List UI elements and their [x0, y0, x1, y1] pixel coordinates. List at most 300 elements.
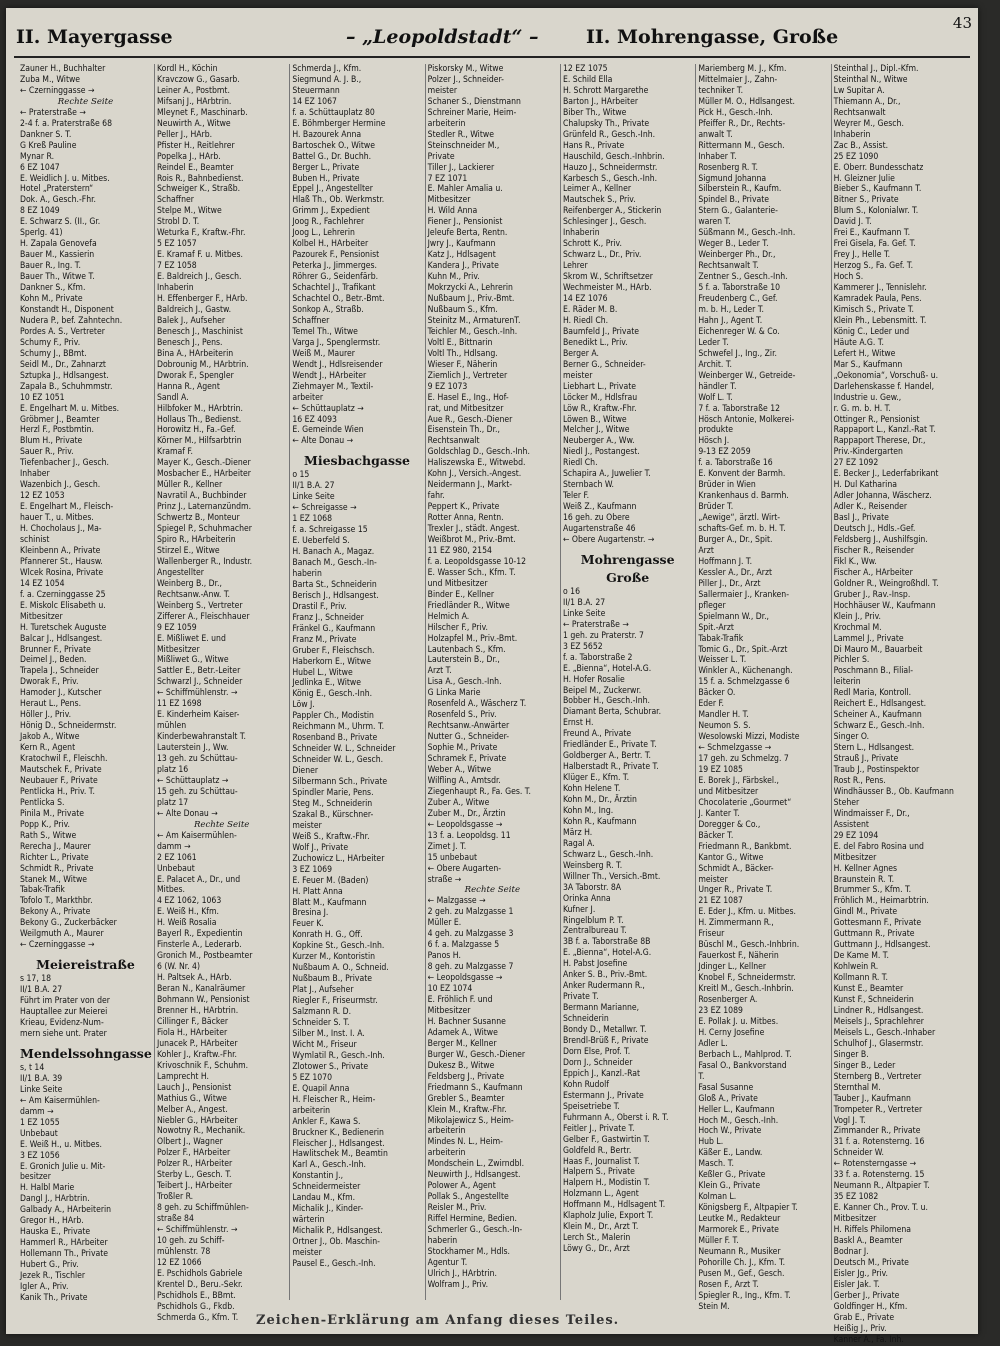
- entry-line: H. Bachner Susanne: [427, 1016, 506, 1027]
- entry-line: 27 EZ 1092: [833, 458, 879, 469]
- entry-line: Rois R., Bahnbedienst.: [157, 173, 244, 184]
- entry-line: 3A Taborstr. 8A: [562, 882, 622, 893]
- entry-line: Ortner J., Ob. Maschin-: [292, 1237, 380, 1248]
- entry-line: Pausel E., Gesch.-Inh.: [292, 1258, 376, 1269]
- entry-line: II/1 B.A. 27: [292, 481, 335, 492]
- entry-line: E. Schwarz S. (II., Gr.: [20, 217, 101, 228]
- entry-line: E. Engelhart M. u. Mitbes.: [20, 403, 120, 414]
- entry-line: Klein M., Kraftw.-Fhr.: [427, 1104, 507, 1115]
- entry-line: 10 EZ 1051: [20, 392, 65, 403]
- entry-line: Kopkine St., Gesch.-Inh.: [292, 941, 385, 952]
- entry-line: Wendt J., Hdlsreisender: [292, 359, 383, 370]
- entry-line: 21 EZ 1087: [698, 896, 743, 907]
- entry-line: Kleinbenn A., Private: [20, 545, 101, 556]
- entry-line: Mindes N. L., Heim-: [427, 1137, 503, 1148]
- entry-line: David J. T.: [833, 217, 872, 228]
- entry-line: Pordes A. S., Vertreter: [20, 326, 105, 337]
- entry-line: Schneiderin: [562, 1014, 609, 1025]
- entry-line: Inhaberin: [157, 283, 194, 294]
- entry-line: Schwarz L., Gesch.-Inh.: [562, 849, 654, 860]
- entry-line: Löwy G., Dr., Arzt: [562, 1244, 630, 1255]
- entry-line: Hönig D., Schneidermstr.: [20, 721, 117, 732]
- entry-line: s 17, 18: [20, 974, 52, 985]
- entry-line: Wendt J., HArbeiter: [292, 370, 367, 381]
- entry-line: Spindler Marie, Pens.: [292, 788, 374, 798]
- entry-line: Krentel D., Beru.-Sekr.: [157, 1279, 243, 1290]
- entry-line: Bondy D., Metallwr. T.: [562, 1025, 647, 1036]
- entry-line: Schmidt R., Private: [20, 863, 94, 874]
- entry-line: G Linka Marie: [427, 688, 481, 699]
- entry-line: Fleischer J., Hdlsangest.: [292, 1138, 385, 1149]
- entry-line: Deutsch M., Private: [833, 1257, 909, 1268]
- entry-line: Gindl M., Private: [833, 907, 898, 918]
- entry-line: Grünfeld R., Gesch.-Inh.: [562, 129, 656, 140]
- entry-line: Weturka F., Kraftw.-Fhr.: [157, 228, 246, 239]
- entry-line: Pfannerer St., Hausw.: [20, 556, 103, 567]
- header-right-street: II. Mohrengasse, Große: [586, 26, 839, 48]
- entry-line: Chalupsky Th., Private: [562, 118, 650, 129]
- entry-line: E. „Bienna“, Hotel-A.G.: [562, 948, 652, 959]
- side-heading: Rechte Seite: [193, 819, 250, 830]
- entry-line: m. b. H., Leder T.: [698, 304, 764, 315]
- entry-line: Bohmann W., Pensionist: [157, 995, 250, 1006]
- entry-line: 7 f. a. Taborstraße 12: [698, 403, 781, 414]
- entry-line: Stanek M., Witwe: [20, 874, 88, 885]
- entry-line: E. Kanner Ch., Prov. T. u.: [833, 1203, 928, 1214]
- entry-line: Fröhlich M., Heimarbtrin.: [833, 896, 929, 907]
- entry-line: Löcker M., Hdlsfrau: [562, 392, 638, 403]
- entry-line: Bauer R., Ing. T.: [20, 261, 81, 272]
- entry-line: Franz J., Schneider: [292, 612, 364, 623]
- entry-line: Sternberg B., Vertreter: [833, 1071, 922, 1082]
- entry-line: Mikolajewicz S., Heim-: [427, 1115, 514, 1126]
- entry-line: 3 EZ 1056: [20, 1150, 60, 1161]
- entry-line: Kolman L.: [698, 1192, 737, 1203]
- entry-line: Zuchowicz L., HArbeiter: [292, 853, 385, 864]
- entry-line: Neuwirth A., Witwe: [157, 118, 231, 129]
- entry-line: r. G. m. b. H. T.: [833, 403, 891, 414]
- entry-line: Fuhrmann A., Oberst i. R. T.: [562, 1112, 669, 1123]
- entry-line: Röhrer G., Seidenfärb.: [292, 272, 379, 283]
- entry-line: Weinberg B., Dr.,: [157, 578, 222, 589]
- entry-line: Tabak-Trafik: [698, 633, 744, 644]
- entry-line: Krieau, Evidenz-Num-: [20, 1018, 104, 1029]
- entry-line: Adler K., Reisender: [833, 502, 908, 513]
- entry-line: Zifferer A., Fleischhauer: [157, 611, 250, 622]
- entry-line: Kratochwil F., Fleischh.: [20, 754, 108, 765]
- entry-line: Käßer E., Landw.: [698, 1148, 763, 1159]
- page-number: 43: [952, 14, 972, 32]
- entry-line: händler T.: [698, 381, 737, 392]
- page-header: [6, 14, 978, 54]
- entry-line: Wechmeister M., HArb.: [562, 283, 652, 294]
- entry-line: Führt im Prater von der: [20, 996, 110, 1007]
- entry-line: 19 EZ 1085: [698, 765, 743, 775]
- entry-line: Krivoschnik F., Schuhm.: [157, 1060, 249, 1071]
- entry-line: Spielmann W., Dr.,: [698, 611, 769, 622]
- entry-line: Frei E., Kaufmann T.: [833, 228, 911, 239]
- header-district: – „Leopoldstadt“ –: [346, 26, 539, 48]
- entry-line: Gelber F., Gastwirtin T.: [562, 1134, 650, 1145]
- entry-line: Feldsberg J., Aushilfsgin.: [833, 534, 928, 545]
- entry-line: Helmich A.: [427, 611, 470, 622]
- entry-line: Teichler M., Gesch.-Inh.: [427, 326, 518, 337]
- entry-line: Wieser F., Näherin: [427, 359, 498, 370]
- entry-line: H. Chocholaus J., Ma-: [20, 524, 102, 535]
- entry-line: Nußbaum S., Kfm.: [427, 304, 498, 315]
- entry-line: Rosenfeld S., Priv.: [427, 710, 497, 721]
- entry-line: Weißbrot M., Priv.-Bmt.: [427, 534, 516, 545]
- entry-line: Mitbesitzer: [157, 644, 200, 655]
- entry-line: Pusen M., Gef., Gesch.: [698, 1268, 785, 1279]
- entry-line: 1 EZ 1068: [292, 514, 333, 525]
- entry-line: Fasal Susanne: [698, 1082, 754, 1093]
- entry-line: Bobber H., Gesch.-Inh.: [562, 696, 650, 707]
- entry-line: Neumon S. S.: [698, 721, 751, 732]
- column-7: [833, 64, 966, 1345]
- entry-line: Hawlitschek M., Beamtin: [292, 1149, 388, 1160]
- entry-line: Kohn Helene T.: [562, 784, 621, 795]
- entry-line: Pentlicka H., Priv. T.: [20, 786, 95, 797]
- entry-line: Mitbes.: [157, 885, 186, 896]
- entry-line: Jeleufe Berta, Rentn.: [427, 228, 508, 239]
- entry-line: Drastil F., Priv.: [292, 601, 347, 612]
- entry-line: Jdinger L., Kellner: [698, 962, 767, 973]
- entry-line: II/1 B.A. 39: [20, 1073, 63, 1084]
- entry-line: Sauer R., Priv.: [20, 447, 74, 458]
- entry-line: Halberstadt R., Private T.: [562, 762, 659, 773]
- entry-line: Inhaber: [20, 469, 50, 480]
- entry-line: H. Fleischer R., Heim-: [292, 1094, 376, 1105]
- entry-line: Piller J., Dr., Arzt: [698, 578, 761, 589]
- entry-line: Meisels L., Gesch.-Inhaber: [833, 1027, 936, 1038]
- entry-line: 11 EZ 980, 2154: [427, 545, 492, 556]
- entry-line: 9 EZ 1073: [427, 381, 468, 392]
- entry-line: Halpern S., Private: [562, 1167, 635, 1178]
- entry-line: Müller F. T.: [698, 1235, 739, 1246]
- entry-line: Grimm J., Expedient: [292, 206, 370, 217]
- entry-line: Löw J.: [292, 700, 315, 711]
- entry-line: Fränkel G., Kaufmann: [292, 623, 376, 634]
- entry-line: platz 17: [157, 797, 189, 808]
- entry-line: Feitler J., Private T.: [562, 1123, 635, 1134]
- entry-line: Prinz J., Laternanzündm.: [157, 502, 252, 513]
- entry-line: Ziegenhaupt R., Fa. Ges. T.: [427, 786, 531, 797]
- entry-line: Singer B., Leder: [833, 1060, 896, 1071]
- entry-line: Fischer R., Reisender: [833, 545, 915, 556]
- entry-line: Wesolowski Mizzi, Modiste: [698, 732, 800, 743]
- entry-line: Sandl A.: [157, 392, 189, 403]
- entry-line: ← Praterstraße →: [20, 107, 86, 118]
- entry-line: 10 geh. zu Schiff-: [157, 1235, 225, 1246]
- entry-line: Steinthal J., Dipl.-Kfm.: [833, 64, 919, 74]
- entry-line: f. a. Schreigasse 15: [292, 525, 368, 536]
- entry-line: Trompeter R., Vertreter: [833, 1104, 923, 1115]
- entry-line: Junacek P., HArbeiter: [157, 1038, 238, 1049]
- entry-line: Gronich M., Postbeamter: [157, 951, 253, 962]
- entry-line: Steher: [833, 797, 860, 808]
- entry-line: 7 EZ 1071: [427, 173, 468, 184]
- entry-line: Friedmann R., Bankbmt.: [698, 841, 792, 852]
- entry-line: Dworak F., Spengler: [157, 370, 234, 381]
- entry-line: Hösch J.: [698, 436, 730, 447]
- entry-line: 15 geh. zu Schüttau-: [157, 786, 238, 797]
- entry-line: Hanna R., Agent: [157, 381, 220, 392]
- entry-line: Kern R., Agent: [20, 743, 76, 754]
- entry-line: H. Platt Anna: [292, 886, 343, 897]
- entry-line: E. Engelhart M., Fleisch-: [20, 502, 114, 513]
- entry-line: Tabak-Trafik: [20, 885, 65, 896]
- entry-line: Priv.-Kindergarten: [833, 447, 903, 458]
- entry-line: Neidermann J., Markt-: [427, 480, 513, 491]
- entry-line: waren T.: [698, 217, 731, 228]
- entry-line: Wolf J., Private: [292, 842, 349, 853]
- entry-line: Polzer R., HArbeiter: [157, 1159, 233, 1170]
- entry-line: Bresina J.: [292, 908, 329, 919]
- entry-line: und Mitbesitzer: [698, 786, 759, 797]
- entry-line: Steinschneider M.,: [427, 140, 500, 151]
- entry-line: Dukesz B., Witwe: [427, 1060, 495, 1071]
- entry-line: Galbady A., HArbeiterin: [20, 1205, 112, 1216]
- entry-line: ← Obere Augarten-: [427, 863, 502, 874]
- entry-line: Dorn J., Schneider: [562, 1057, 633, 1068]
- entry-line: Kimisch S., Private T.: [833, 304, 914, 315]
- entry-line: Hlaß Th., Ob. Werkmstr.: [292, 195, 385, 206]
- entry-line: Schneider W. L., Schneider: [292, 744, 396, 755]
- entry-line: Zapala B., Schuhmmstr.: [20, 381, 113, 392]
- entry-line: Schmerda J., Kfm.: [292, 64, 362, 74]
- entry-line: Rittermann M., Gesch.: [698, 140, 785, 151]
- entry-line: Schmerda G., Kfm. T.: [157, 1312, 239, 1323]
- entry-line: E. „Bienna“, Hotel-A.G.: [562, 663, 652, 674]
- entry-line: Niebler G., HArbeiter: [157, 1115, 238, 1126]
- entry-line: Kurzer M., Kontoristin: [292, 952, 375, 963]
- entry-line: Reichmann M., Uhrm. T.: [292, 722, 385, 733]
- entry-line: Eppel J., Angestellter: [292, 184, 373, 195]
- entry-line: damm →: [157, 841, 191, 852]
- entry-line: Wilfling A., Amtsdr.: [427, 775, 501, 786]
- entry-line: Hilbfoker M., HArbtrin.: [157, 403, 243, 414]
- entry-line: Brunner F., Private: [20, 644, 91, 655]
- entry-line: Michalik P., Hdlsangest.: [292, 1226, 383, 1237]
- entry-line: Schramek F., Private: [427, 754, 507, 765]
- entry-line: Private T.: [562, 992, 599, 1003]
- entry-line: Silbermann Sch., Private: [292, 777, 388, 788]
- entry-line: E. Weiß H., Kfm.: [157, 907, 219, 918]
- entry-line: Kunst E., Beamter: [833, 984, 904, 995]
- entry-line: und Mitbesitzer: [427, 578, 488, 589]
- entry-line: Olbert J., Wagner: [157, 1137, 223, 1148]
- entry-line: Kohn Rudolf: [562, 1079, 610, 1090]
- entry-line: Temel Th., Witwe: [292, 326, 358, 337]
- entry-line: H. Banach A., Magaz.: [292, 547, 375, 558]
- entry-line: Ulrich J., HArbtrin.: [427, 1268, 497, 1279]
- entry-line: schinist: [20, 534, 50, 545]
- entry-line: Dworak F., Priv.: [20, 677, 79, 688]
- entry-line: Diamant Berta, Schubrar.: [562, 707, 662, 718]
- entry-line: f. a. Schüttauplatz 80: [292, 107, 375, 118]
- entry-line: Igler A., Priv.: [20, 1281, 69, 1292]
- entry-line: Basl J., Private: [833, 513, 889, 524]
- entry-line: „Oekonomia“, Vorschuß- u.: [833, 370, 939, 381]
- entry-line: Inhaber T.: [698, 151, 737, 162]
- entry-line: Mosbacher E., HArbeiter: [157, 469, 251, 480]
- entry-line: E. del Fabro Rosina und: [833, 841, 924, 852]
- entry-line: Dangl J., HArbtrin.: [20, 1194, 90, 1205]
- entry-line: Lindner R., Hdlsangest.: [833, 1005, 924, 1016]
- entry-line: Knobel F., Schneidermstr.: [698, 973, 796, 984]
- entry-line: Navratil A., Buchbinder: [157, 491, 247, 502]
- street-heading: Miesbachgasse: [304, 453, 410, 469]
- entry-line: leiterin: [833, 677, 861, 688]
- entry-line: fahr.: [427, 491, 445, 502]
- entry-line: 5 EZ 1057: [157, 239, 197, 250]
- entry-line: 9-13 EZ 2059: [698, 447, 751, 458]
- entry-line: Zuber A., Witwe: [427, 797, 490, 808]
- entry-line: 17 geh. zu Schmelzg. 7: [698, 754, 789, 765]
- entry-line: Weinsberg R. T.: [562, 860, 623, 871]
- entry-line: Steg M., Schneiderin: [292, 798, 373, 809]
- entry-line: ← Schiffmühlenstr. →: [157, 688, 238, 699]
- entry-line: Stockhamer M., Hdls.: [427, 1246, 511, 1257]
- entry-line: Niedl J., Postangest.: [562, 447, 640, 458]
- entry-line: wärterin: [292, 1215, 325, 1226]
- entry-line: Bermann Marianne,: [562, 1003, 640, 1014]
- entry-line: Brendl-Brüß F., Private: [562, 1036, 649, 1047]
- entry-line: E. Baldreich J., Gesch.: [157, 272, 242, 283]
- entry-line: Weiß M., Maurer: [292, 348, 355, 359]
- entry-line: Rechtsanwalt: [833, 107, 886, 118]
- entry-line: H. Schrott Margarethe: [562, 85, 649, 96]
- entry-line: Bieber S., Kaufmann T.: [833, 184, 922, 195]
- column-1: [20, 64, 155, 1303]
- entry-line: Bruckner K., Bedienerin: [292, 1127, 384, 1138]
- entry-line: Riffel Hermine, Bedien.: [427, 1214, 517, 1225]
- entry-line: H. Gleizner Julie: [833, 173, 895, 184]
- entry-line: damm →: [20, 1106, 54, 1117]
- entry-line: Bayerl R., Expedientin: [157, 929, 243, 940]
- entry-line: Freund A., Private: [562, 729, 632, 740]
- entry-line: 2 EZ 1061: [157, 852, 197, 863]
- entry-line: Guttmann J., Hdlsangest.: [833, 940, 931, 951]
- entry-line: Sterby L., Gesch. T.: [157, 1170, 232, 1181]
- entry-line: Mayer K., Gesch.-Diener: [157, 458, 251, 469]
- entry-line: Lw Supitar A.: [833, 85, 885, 96]
- entry-line: Eichenreger W. & Co.: [698, 326, 780, 337]
- entry-line: Mitbesitzer: [427, 195, 471, 206]
- entry-line: H. Pabst Josefine: [562, 959, 628, 970]
- side-heading: Rechte Seite: [464, 885, 521, 896]
- entry-line: Bauer Th., Witwe T.: [20, 272, 95, 283]
- entry-line: 25 EZ 1090: [833, 151, 879, 162]
- entry-line: H. Wild Anna: [427, 206, 478, 217]
- entry-line: Nudera P., bef. Zahntechn.: [20, 315, 123, 326]
- entry-line: Schachtel J., Trafikant: [292, 283, 376, 294]
- entry-line: Arzt: [698, 545, 714, 556]
- entry-line: Hoffmann M., Hdlsagent T.: [562, 1200, 666, 1211]
- entry-line: Kordl H., Köchin: [157, 64, 218, 74]
- entry-line: techniker T.: [698, 85, 744, 96]
- entry-line: Hilscher F., Priv.: [427, 622, 488, 633]
- entry-line: Eisler Jg., Priv.: [833, 1268, 888, 1279]
- entry-line: E. Kinderheim Kaiser-: [157, 710, 240, 721]
- entry-line: Mitbesitzer: [833, 1214, 877, 1225]
- entry-line: Sternbach W.: [562, 480, 614, 491]
- entry-line: Adamek A., Witwe: [427, 1027, 498, 1038]
- entry-line: Ragal A.: [562, 838, 595, 849]
- entry-line: 15 unbebaut: [427, 852, 477, 863]
- entry-line: Darlehenskasse f. Handel,: [833, 381, 935, 392]
- entry-line: H. Cerny Josefine: [698, 1027, 765, 1038]
- entry-line: Nußbaum J., Priv.-Bmt.: [427, 294, 515, 305]
- entry-line: Traub J., Postinspektor: [833, 765, 920, 775]
- entry-line: Tofolo T., Markthbr.: [20, 896, 93, 907]
- entry-line: Kohn M., Private: [20, 294, 83, 305]
- entry-line: 5 EZ 1070: [292, 1072, 333, 1083]
- entry-line: Kammerer J., Tennislehr.: [833, 283, 927, 294]
- entry-line: Feuer K.: [292, 919, 324, 930]
- entry-line: Jezek R., Tischler: [20, 1271, 86, 1282]
- entry-line: 14 EZ 1067: [292, 96, 337, 107]
- entry-line: Tiefenbacher J., Gesch.: [20, 458, 109, 469]
- entry-line: Richter L., Private: [20, 852, 89, 863]
- entry-line: Melcher J., Witwe: [562, 425, 630, 436]
- entry-line: Piskorsky M., Witwe: [427, 64, 504, 74]
- entry-line: Haas F., Journalist T.: [562, 1156, 640, 1167]
- entry-line: Rost R., Pens.: [833, 775, 886, 786]
- entry-line: E. Weidlich J. u. Mitbes.: [20, 173, 110, 184]
- entry-line: Leutke M., Redakteur: [698, 1214, 781, 1225]
- entry-line: ← Schmelzgasse →: [698, 743, 772, 754]
- entry-line: Löw R., Kraftw.-Fhr.: [562, 403, 637, 414]
- entry-line: Zimmander R., Private: [833, 1126, 921, 1137]
- entry-line: Sattler E., Betr.-Leiter: [157, 666, 241, 677]
- entry-line: Masch. T.: [698, 1159, 734, 1170]
- entry-line: Industrie u. Gew.,: [833, 392, 902, 403]
- entry-line: Schumy F., Priv.: [20, 337, 81, 348]
- entry-line: Bodnar J.: [833, 1246, 869, 1257]
- entry-line: Steuermann: [292, 85, 340, 96]
- entry-line: Pschidhols E., BBmt.: [157, 1290, 236, 1301]
- entry-line: Neumann R., Musiker: [698, 1246, 781, 1257]
- entry-line: Pschidhols G., Fkdb.: [157, 1301, 235, 1312]
- entry-line: Reichert E., Hdlsangest.: [833, 699, 927, 710]
- entry-line: Ottinger R., Pensionist: [833, 414, 920, 425]
- entry-line: Private: [427, 151, 455, 162]
- entry-line: E. Gronich Julie u. Mit-: [20, 1161, 106, 1172]
- entry-line: 23 EZ 1089: [698, 1005, 743, 1016]
- entry-line: Lefert H., Witwe: [833, 348, 896, 359]
- entry-line: Mleynet F., Maschinarb.: [157, 107, 248, 118]
- entry-line: 10 EZ 1074: [427, 984, 473, 995]
- entry-line: Unbebaut: [157, 863, 195, 874]
- entry-line: Varga J., Spenglermstr.: [292, 337, 381, 348]
- entry-line: arbeiterin: [427, 1126, 466, 1137]
- entry-line: ← Malzgasse →: [427, 896, 486, 907]
- entry-line: Klein M., Dr., Arzt T.: [562, 1222, 639, 1233]
- entry-line: Hauska E., Private: [20, 1227, 91, 1238]
- entry-line: Friseur: [698, 929, 725, 940]
- entry-line: Pinila M., Private: [20, 808, 84, 819]
- entry-line: Eisler Jak. T.: [833, 1279, 880, 1290]
- entry-line: Lauterstein B., Dr.,: [427, 655, 500, 666]
- entry-line: Schneider W.: [833, 1148, 884, 1159]
- entry-line: Stern L., Hdlsangest.: [833, 743, 915, 754]
- entry-line: Katz J., Hdlsagent: [427, 250, 496, 261]
- entry-line: Jedlinka E., Witwe: [292, 678, 361, 689]
- entry-line: 14 EZ 1054: [20, 578, 65, 589]
- entry-line: Höller J., Priv.: [20, 710, 72, 721]
